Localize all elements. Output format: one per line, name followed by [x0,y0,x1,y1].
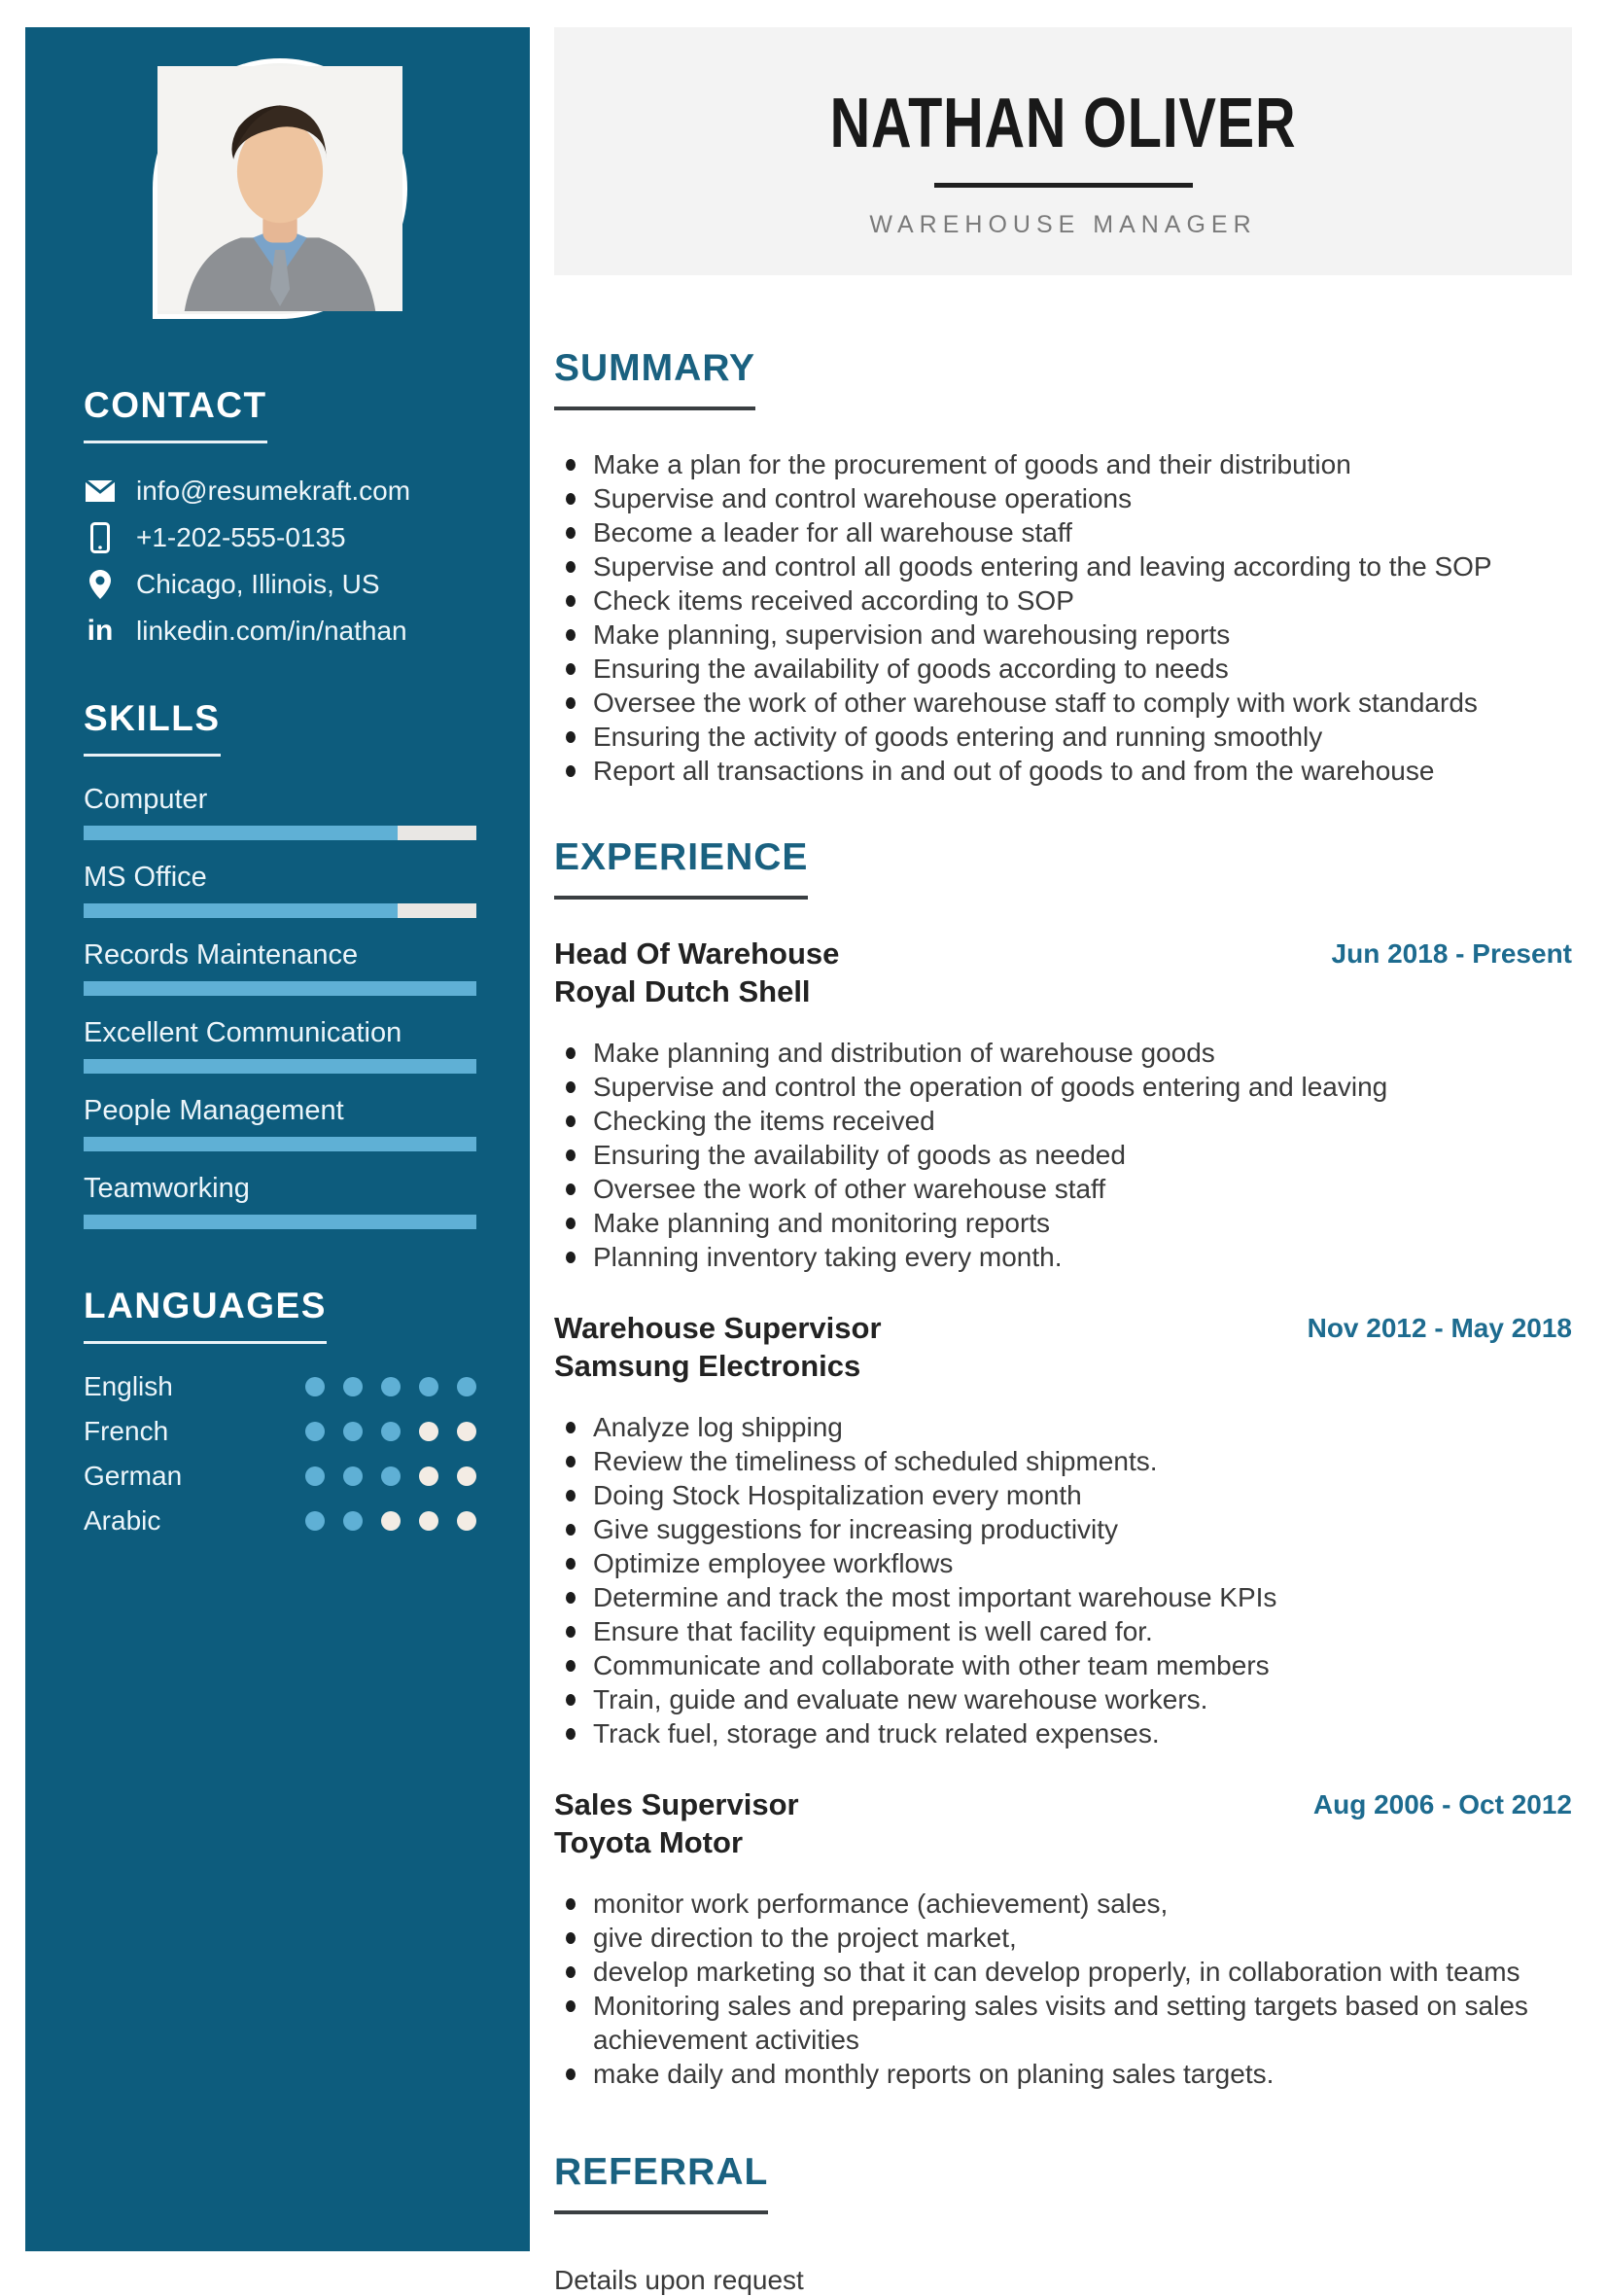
job-bullet: Oversee the work of other warehouse staff [554,1172,1572,1206]
job-bullet: Ensuring the availability of goods as needed [554,1138,1572,1172]
skill-label: Teamworking [84,1173,250,1204]
skill-bar [84,826,476,840]
phone-icon [84,522,117,553]
job-bullet: Planning inventory taking every month. [554,1240,1572,1274]
language-level-dots [305,1422,476,1441]
summary-bullet: Ensuring the availability of goods according to needs [554,652,1572,686]
job-bullet: make daily and monthly reports on planing sales targets. [554,2057,1572,2091]
skill-label: People Management [84,1095,344,1126]
level-dot-filled [343,1377,363,1396]
contact-phone-text: +1-202-555-0135 [136,522,346,552]
language-row [84,1507,476,1535]
job-bullet: Give suggestions for increasing productivity [554,1512,1572,1546]
main-column [554,27,1572,2296]
skill-row [84,939,476,996]
skills-title: SKILLS [84,698,221,757]
profile-photo-illustration [157,63,402,314]
summary-bullet: Supervise and control all goods entering and leaving according to the SOP [554,549,1572,583]
languages-title: LANGUAGES [84,1286,327,1344]
level-dot-filled [343,1422,363,1441]
person-name: NATHAN OLIVER [829,85,1297,162]
job-entry [554,1309,1572,1750]
job-header [554,1785,1572,1861]
job-bullet: Make planning and distribution of warehouse goods [554,1036,1572,1070]
skill-label: Excellent Communication [84,1017,402,1048]
job-bullet: Doing Stock Hospitalization every month [554,1478,1572,1512]
job-bullet: Monitoring sales and preparing sales visits and setting targets based on sales achievement activities [554,1989,1572,2057]
contact-item-phone[interactable] [84,523,476,552]
level-dot-filled [305,1466,325,1486]
job-dates: Aug 2006 - Oct 2012 [1312,1789,1572,1819]
job-bullet: Communicate and collaborate with other team members [554,1648,1572,1682]
contact-section [84,385,476,646]
job-company: Samsung Electronics [554,1349,861,1383]
contact-linkedin-text: linkedin.com/in/nathan [136,616,407,646]
referral-title: REFERRAL [554,2151,768,2214]
summary-bullet: Supervise and control warehouse operations [554,481,1572,515]
summary-bullet: Ensuring the activity of goods entering and running smoothly [554,720,1572,754]
job-company: Royal Dutch Shell [554,974,811,1008]
language-row [84,1373,476,1400]
language-list [84,1373,476,1535]
level-dot-filled [305,1511,325,1531]
language-row [84,1463,476,1490]
language-label: German [84,1461,183,1491]
level-dot-filled [381,1422,401,1441]
job-entry [554,935,1572,1274]
job-dates: Jun 2018 - Present [1331,938,1572,969]
job-entry [554,1785,1572,2091]
skill-bar-fill [84,1059,476,1074]
profile-photo [157,63,402,314]
job-bullets [554,1036,1572,1274]
language-label: English [84,1371,173,1401]
job-dates: Nov 2012 - May 2018 [1307,1313,1572,1343]
contact-location-text: Chicago, Illinois, US [136,569,380,599]
language-row [84,1418,476,1445]
skill-bar [84,1059,476,1074]
skill-label: MS Office [84,862,207,893]
skill-label: Records Maintenance [84,939,359,971]
job-bullet: Analyze log shipping [554,1410,1572,1444]
languages-section [84,1286,476,1535]
skill-bar [84,1137,476,1151]
skill-bar-fill [84,1137,476,1151]
skill-list [84,784,476,1229]
job-role: Warehouse Supervisor [554,1311,882,1345]
job-bullet: Review the timeliness of scheduled shipments. [554,1444,1572,1478]
skill-bar-fill [84,903,398,918]
job-bullet: give direction to the project market, [554,1921,1572,1955]
referral-text: Details upon request [554,2265,804,2295]
language-label: French [84,1416,169,1446]
language-label: Arabic [84,1505,161,1536]
skill-row [84,862,476,918]
summary-bullet: Make planning, supervision and warehousing reports [554,618,1572,652]
job-bullet: Track fuel, storage and truck related expenses. [554,1716,1572,1750]
job-bullet: develop marketing so that it can develop properly, in collaboration with teams [554,1955,1572,1989]
avatar [153,58,407,319]
level-dot-empty [457,1422,476,1441]
summary-title: SUMMARY [554,347,755,410]
contact-list [84,477,476,646]
skill-row [84,1017,476,1074]
level-dot-empty [419,1422,438,1441]
level-dot-filled [305,1422,325,1441]
contact-item-email[interactable] [84,477,476,506]
header [554,27,1572,275]
skill-row [84,1095,476,1151]
level-dot-filled [343,1466,363,1486]
level-dot-empty [419,1511,438,1531]
skill-row [84,1173,476,1229]
summary-bullet: Oversee the work of other warehouse staff to comply with work standards [554,686,1572,720]
level-dot-empty [457,1466,476,1486]
experience-title: EXPERIENCE [554,836,808,900]
job-bullet: monitor work performance (achievement) sales, [554,1887,1572,1921]
job-header [554,1309,1572,1385]
job-bullet: Ensure that facility equipment is well cared for. [554,1614,1572,1648]
job-bullet: Train, guide and evaluate new warehouse workers. [554,1682,1572,1716]
language-level-dots [305,1511,476,1531]
linkedin-icon: in [87,615,114,647]
skills-section [84,698,476,1229]
level-dot-empty [457,1511,476,1531]
language-level-dots [305,1377,476,1396]
level-dot-empty [419,1466,438,1486]
skill-bar [84,903,476,918]
experience-section [554,836,1572,2091]
location-icon [84,569,117,600]
job-bullets [554,1410,1572,1750]
referral-section [554,2151,1572,2296]
email-icon [84,479,117,503]
job-company: Toyota Motor [554,1825,744,1859]
level-dot-empty [381,1511,401,1531]
skill-bar-fill [84,826,398,840]
summary-bullets [554,447,1572,788]
summary-bullet: Make a plan for the procurement of goods and their distribution [554,447,1572,481]
skill-label: Computer [84,784,208,815]
job-bullets [554,1887,1572,2091]
contact-email-text: info@resumekraft.com [136,476,411,506]
contact-title: CONTACT [84,385,267,443]
language-level-dots [305,1466,476,1486]
skill-bar-fill [84,981,476,996]
summary-bullet: Report all transactions in and out of goods to and from the warehouse [554,754,1572,788]
job-header [554,935,1572,1010]
level-dot-filled [457,1377,476,1396]
contact-item-linkedin[interactable] [84,617,476,646]
skill-bar [84,1215,476,1229]
job-role: Sales Supervisor [554,1787,799,1821]
job-bullet: Determine and track the most important warehouse KPIs [554,1580,1572,1614]
person-title: WAREHOUSE MANAGER [869,211,1257,238]
job-bullet: Supervise and control the operation of goods entering and leaving [554,1070,1572,1104]
contact-item-location[interactable] [84,570,476,599]
summary-bullet: Become a leader for all warehouse staff [554,515,1572,549]
summary-section [554,347,1572,788]
skill-row [84,784,476,840]
summary-bullet: Check items received according to SOP [554,583,1572,618]
sidebar [25,27,530,2251]
job-bullet: Make planning and monitoring reports [554,1206,1572,1240]
level-dot-filled [305,1377,325,1396]
skill-bar-fill [84,1215,476,1229]
job-role: Head Of Warehouse [554,936,840,971]
level-dot-filled [381,1466,401,1486]
job-bullet: Checking the items received [554,1104,1572,1138]
skill-bar [84,981,476,996]
level-dot-filled [381,1377,401,1396]
level-dot-filled [343,1511,363,1531]
level-dot-filled [419,1377,438,1396]
name-underline [934,183,1193,188]
job-bullet: Optimize employee workflows [554,1546,1572,1580]
